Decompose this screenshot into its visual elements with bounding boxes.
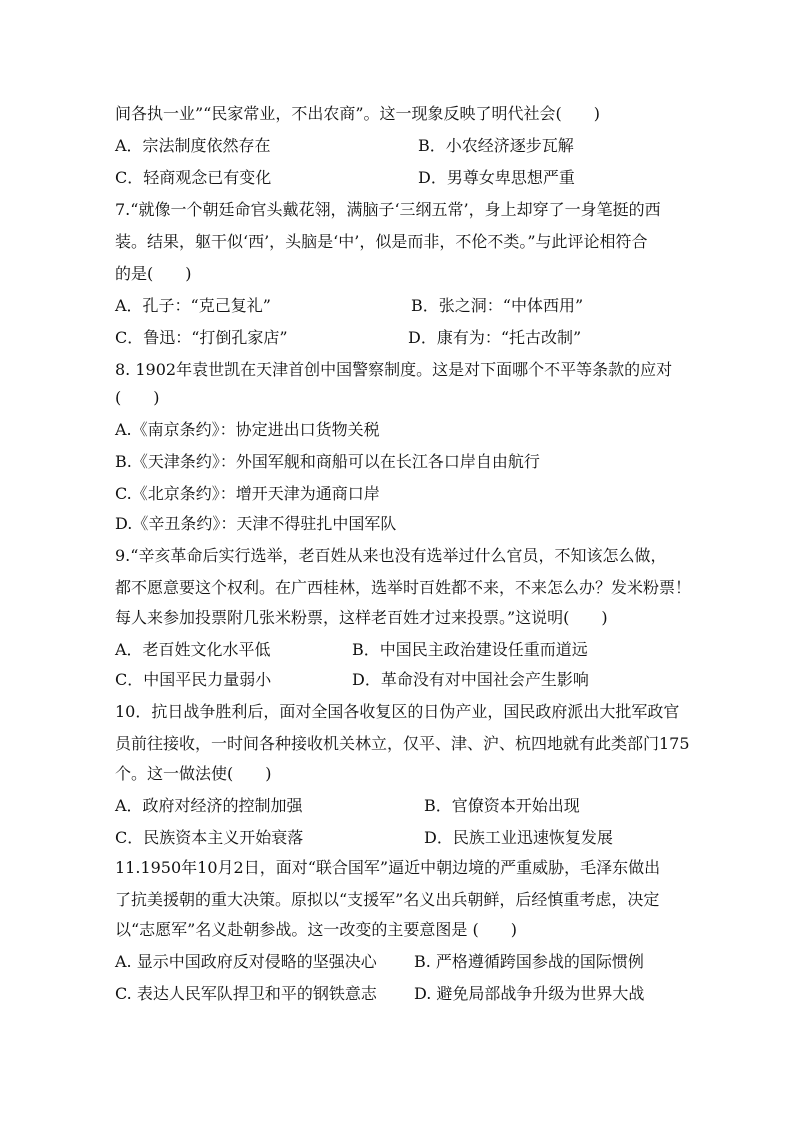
q10-option-b: B．官僚资本开始出现 xyxy=(424,796,580,815)
q8-option-d: D.《辛丑条约》：天津不得驻扎中国军队 xyxy=(115,514,397,533)
q8-stem-line-2: ( ) xyxy=(115,388,160,407)
q11-option-a: A. 显示中国政府反对侵略的坚强决心 xyxy=(115,952,377,971)
q8-option-c: C.《北京条约》：增开天津为通商口岸 xyxy=(115,484,380,503)
q10-option-c: C．民族资本主义开始衰落 xyxy=(115,828,304,847)
q6-option-b: B．小农经济逐步瓦解 xyxy=(418,136,574,155)
q7-option-b: B．张之洞：“中体西用” xyxy=(411,296,584,315)
q9-stem-line-1: 9.“辛亥革命后实行选举，老百姓从来也没有选举过什么官员，不知该怎么做， xyxy=(115,546,667,565)
q10-stem-line-2: 员前往接收，一时间各种接收机关林立，仅平、津、沪、杭四地就有此类部门175 xyxy=(115,734,690,753)
q10-option-a: A．政府对经济的控制加强 xyxy=(115,796,303,815)
q6-option-c: C．轻商观念已有变化 xyxy=(115,168,272,187)
q11-stem-line-3: 以“志愿军”名义赴朝参战。这一改变的主要意图是 ( ) xyxy=(115,920,517,939)
q7-stem-line-1: 7.“就像一个朝廷命官头戴花翎，满脑子‘三纲五常’，身上却穿了一身笔挺的西 xyxy=(115,200,661,219)
q10-stem-line-3: 个。这一做法使( ) xyxy=(115,764,272,783)
q7-option-a: A．孔子：“克己复礼” xyxy=(115,296,271,315)
q11-option-b: B. 严格遵循跨国参战的国际惯例 xyxy=(414,952,644,971)
q8-stem-line-1: 8. 1902年袁世凯在天津首创中国警察制度。这是对下面哪个不平等条款的应对 xyxy=(115,360,673,379)
q10-stem-line-1: 10．抗日战争胜利后，面对全国各收复区的日伪产业，国民政府派出大批军政官 xyxy=(115,702,680,721)
q11-option-d: D. 避免局部战争升级为世界大战 xyxy=(414,984,645,1003)
q9-option-d: D．革命没有对中国社会产生影响 xyxy=(352,670,589,689)
q7-option-d: D．康有为：“托古改制” xyxy=(408,328,582,347)
q6-option-d: D．男尊女卑思想严重 xyxy=(418,168,575,187)
q6-option-a: A．宗法制度依然存在 xyxy=(115,136,271,155)
q8-option-b: B.《天津条约》：外国军舰和商船可以在长江各口岸自由航行 xyxy=(115,452,540,471)
q11-stem-line-2: 了抗美援朝的重大决策。原拟以“支援军”名义出兵朝鲜，后经慎重考虑，决定 xyxy=(115,890,660,909)
q9-option-c: C．中国平民力量弱小 xyxy=(115,670,272,689)
q9-option-a: A．老百姓文化水平低 xyxy=(115,640,271,659)
q7-stem-line-2: 装。结果，躯干似‘西’，头脑是‘中’，似是而非，不伦不类。”与此评论相符合 xyxy=(115,232,648,251)
q10-option-d: D．民族工业迅速恢复发展 xyxy=(424,828,613,847)
q7-option-c: C．鲁迅：“打倒孔家店” xyxy=(115,328,288,347)
q7-stem-line-3: 的是( ) xyxy=(115,264,192,283)
q9-option-b: B．中国民主政治建设任重而道远 xyxy=(352,640,588,659)
q11-option-c: C. 表达人民军队捍卫和平的钢铁意志 xyxy=(115,984,377,1003)
q9-stem-line-2: 都不愿意要这个权利。在广西桂林，选举时百姓都不来，不来怎么办？发米粉票！ xyxy=(115,578,692,597)
q6-stem: 间各执一业”“民家常业，不出农商”。这一现象反映了明代社会( ) xyxy=(115,104,601,123)
q11-stem-line-1: 11.1950年10月2日，面对“联合国军”逼近中朝边境的严重威胁，毛泽东做出 xyxy=(115,858,661,877)
q9-stem-line-3: 每人来参加投票附几张米粉票，这样老百姓才过来投票。”这说明( ) xyxy=(115,608,608,627)
q8-option-a: A.《南京条约》：协定进出口货物关税 xyxy=(115,420,380,439)
